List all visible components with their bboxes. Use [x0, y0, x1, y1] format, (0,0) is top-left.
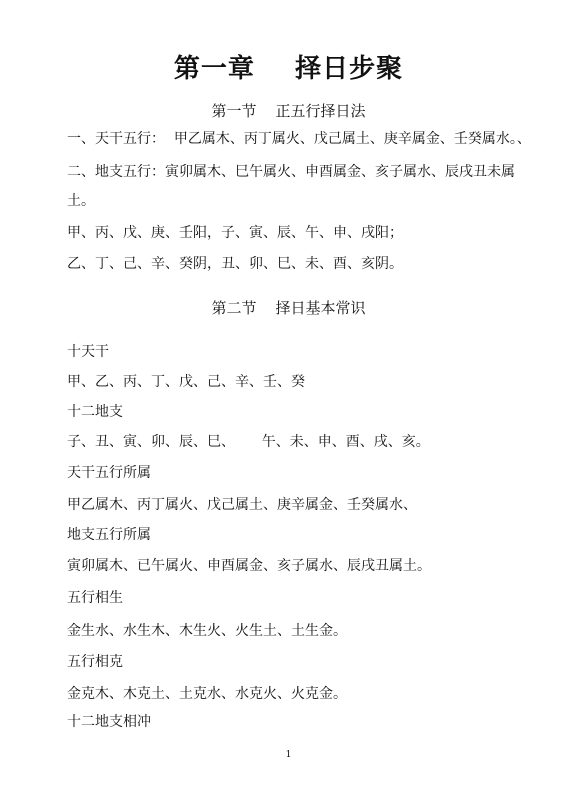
paragraph-line: 甲乙属木、丙丁属火、戊己属土、庚辛属金、壬癸属水、	[67, 497, 417, 513]
paragraph-line: 甲、乙、丙、丁、戊、己、辛、壬、癸	[67, 374, 305, 390]
paragraph-line: 子、丑、寅、卯、辰、巳、 午、未、申、酉、戌、亥。	[67, 434, 430, 450]
heading-line: 十二地支	[67, 404, 123, 420]
paragraph-line: 乙、丁、己、辛、癸阴，丑、卯、巳、未、酉、亥阴。	[67, 256, 403, 272]
page-number: 1	[285, 750, 292, 760]
heading-line: 天干五行所属	[67, 465, 151, 481]
chapter-title: 第一章 择日步聚	[173, 54, 404, 84]
heading-line: 五行相克	[67, 654, 123, 670]
heading-line: 十二地支相冲	[67, 714, 151, 730]
heading-line: 地支五行所属	[67, 527, 151, 543]
paragraph-line: 土。	[67, 193, 95, 209]
section-title-1: 第一节 正五行择日法	[211, 102, 366, 120]
section-title-2: 第二节 择日基本常识	[211, 299, 366, 317]
paragraph-line: 甲、丙、戊、庚、壬阳，子、寅、辰、午、申、戌阳；	[67, 225, 403, 241]
heading-line: 五行相生	[67, 590, 123, 606]
paragraph-line: 二、地支五行：寅卯属木、巳午属火、申酉属金、亥子属水、辰戌丑未属	[67, 164, 515, 180]
paragraph-line: 一、天干五行： 甲乙属木、丙丁属火、戊己属土、庚辛属金、壬癸属水。、	[67, 131, 531, 147]
heading-line: 十天干	[67, 344, 109, 360]
paragraph-line: 金克木、木克土、土克水、水克火、火克金。	[67, 686, 347, 702]
paragraph-line: 金生水、水生木、木生火、火生土、土生金。	[67, 623, 347, 639]
paragraph-line: 寅卯属木、已午属火、申酉属金、亥子属水、辰戌丑属土。	[67, 558, 431, 574]
